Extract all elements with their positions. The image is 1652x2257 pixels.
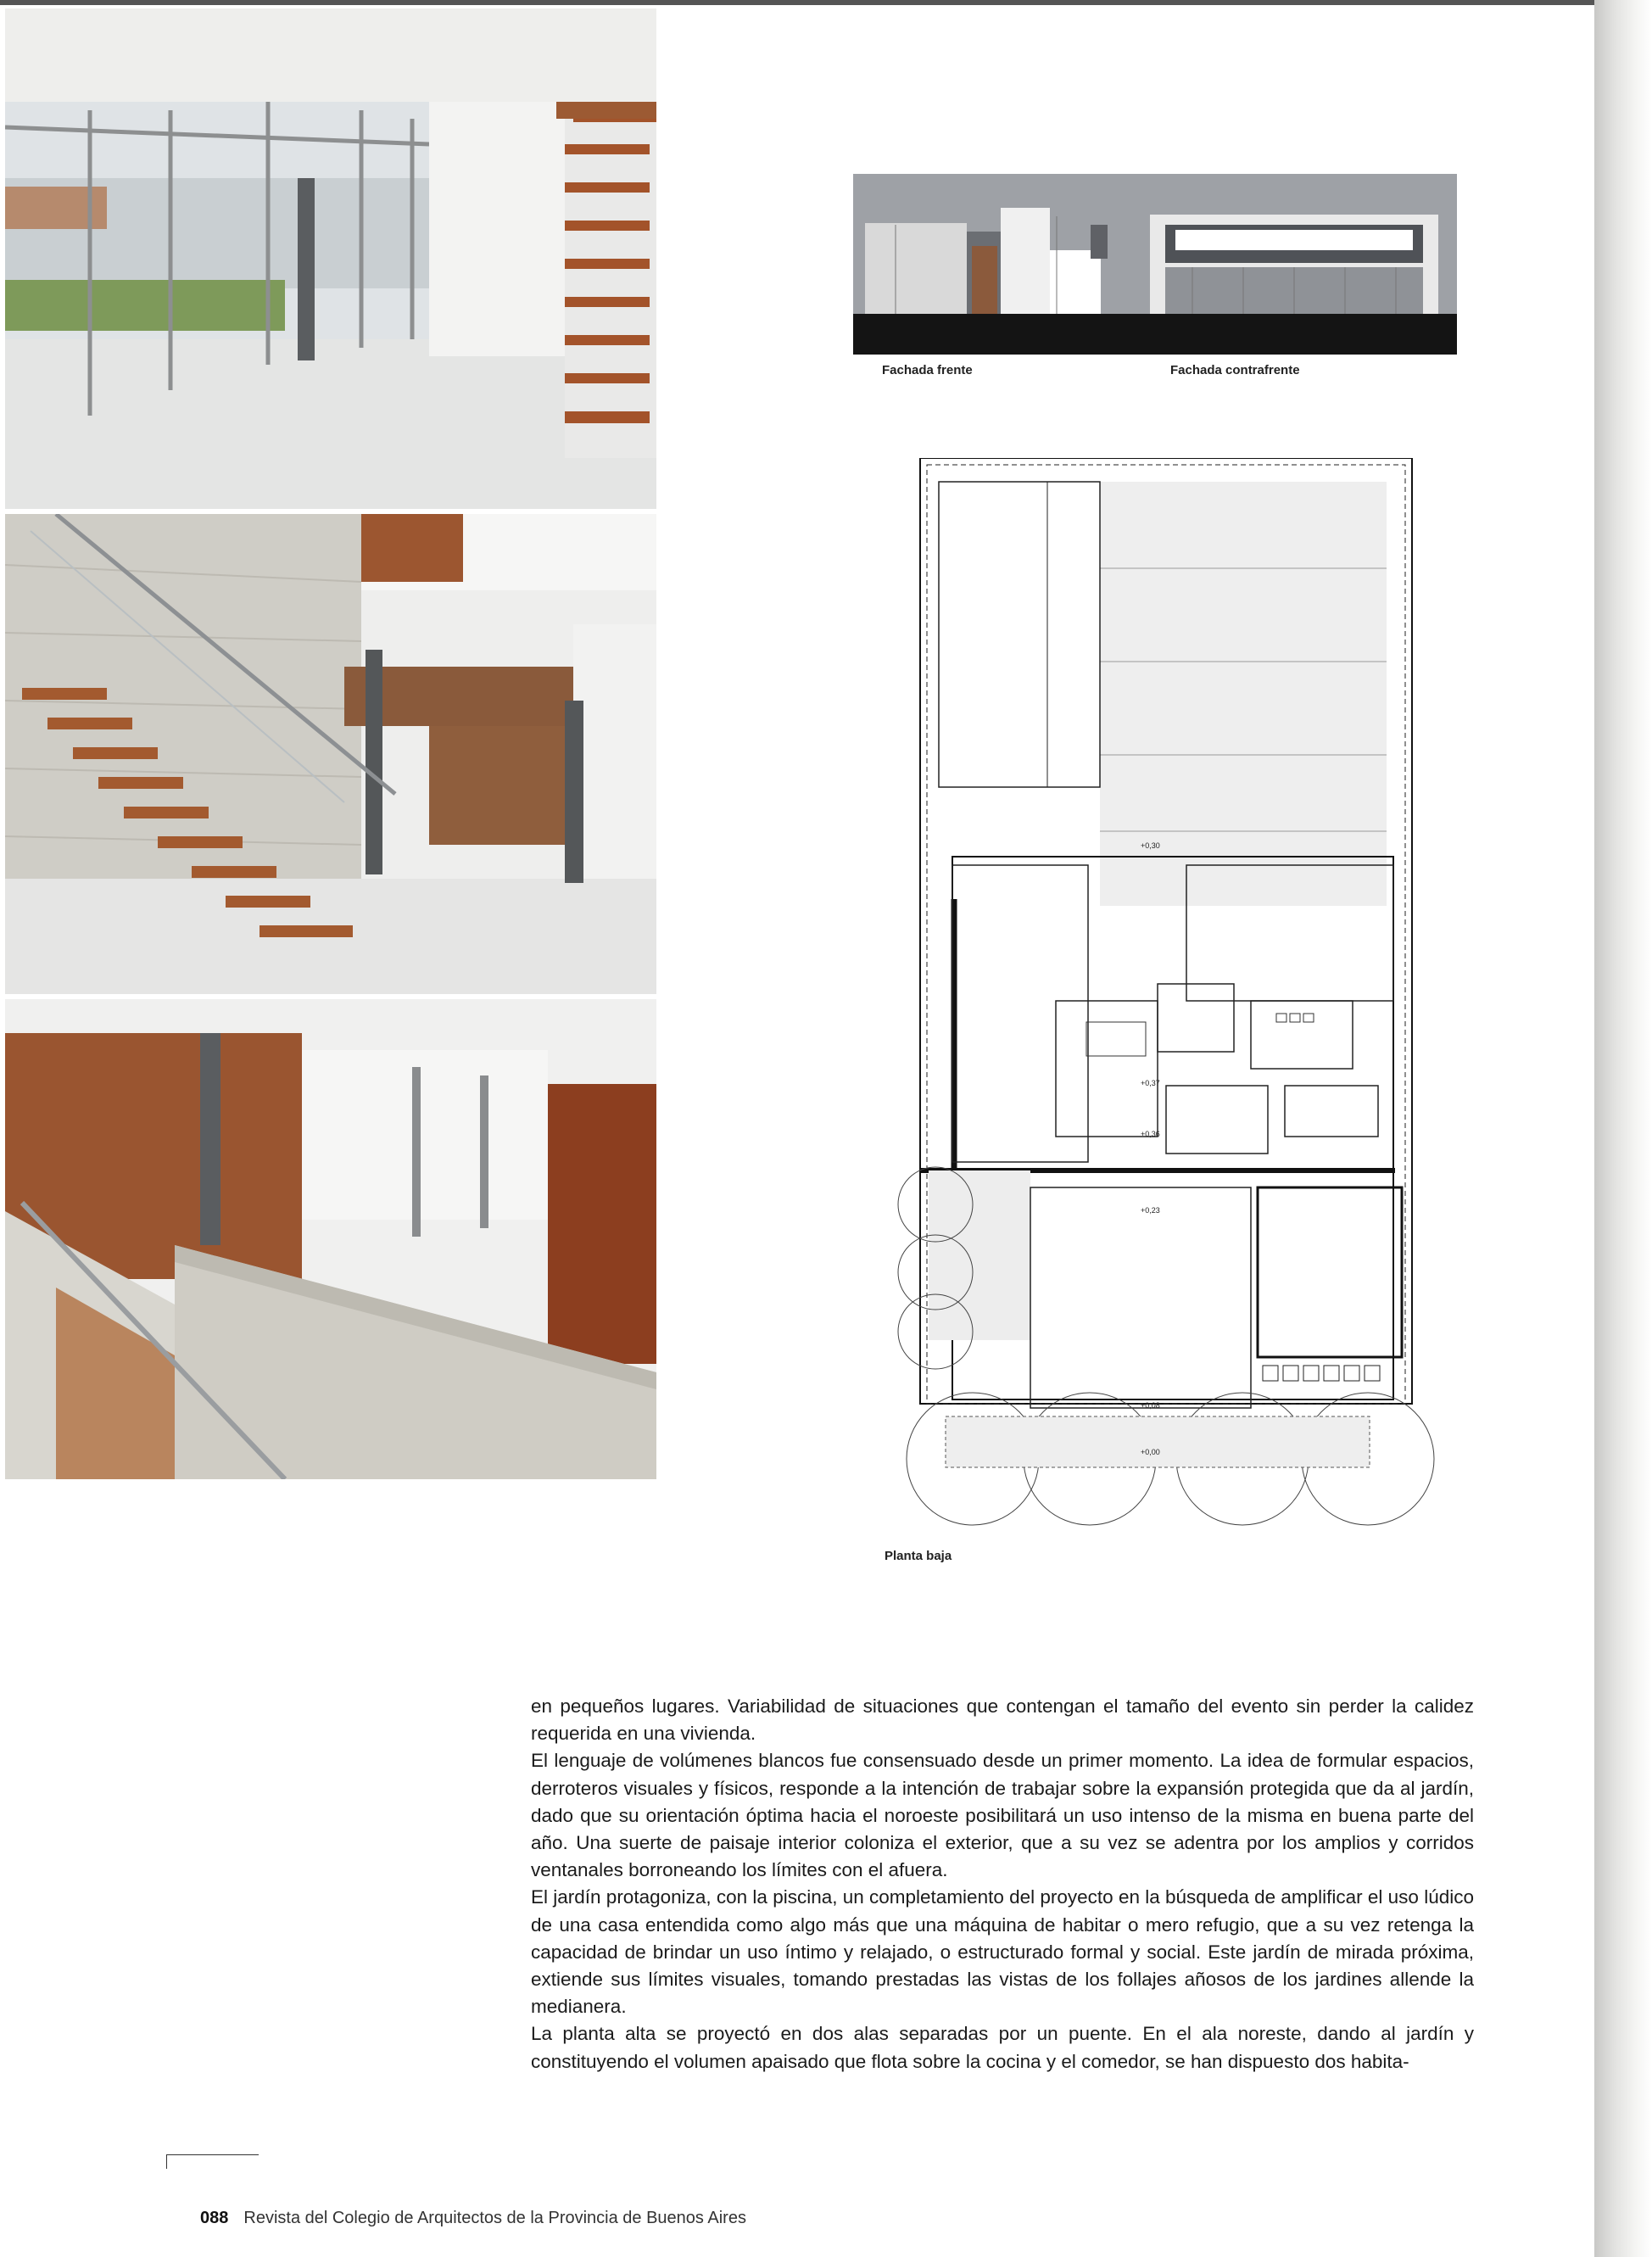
body-paragraph: El lenguaje de volúmenes blancos fue consensuado desde un primer momento. La idea de formular espacios, derroteros visuales y físicos, responde a la intención de trabajar sobre la expansión protegida que da al jardín, dado que su orientación óptima hacia el noroeste posibilitará un uso intenso de la misma en buena parte del año. Una suerte de paisaje interior coloniza el exterior, que a su vez se adentra por los amplios y corridos ventanales borroneando los límites con el afuera.	[531, 1750, 1474, 1881]
elevations-drawing	[853, 174, 1457, 355]
body-paragraph: en pequeños lugares. Variabilidad de situaciones que contengan el tamaño del evento sin perder la calidez requerida en una vivienda.	[531, 1696, 1474, 1745]
photo-upper-bridge	[5, 999, 656, 1479]
caption-front-elevation: Fachada frente	[882, 363, 973, 377]
plan-level-4: +0,23	[1141, 1206, 1160, 1215]
body-paragraph: La planta alta se proyectó en dos alas separadas por un puente. En el ala noreste, dando al jardín y constituyendo el volumen apaisado que flota sobre la cocina y el comedor, se han dispuesto dos habita-	[531, 2023, 1474, 2072]
top-rule	[0, 0, 1594, 5]
caption-rear-elevation: Fachada contrafrente	[1170, 363, 1300, 377]
body-paragraph: El jardín protagoniza, con la piscina, un completamiento del proyecto en la búsqueda de amplificar el uso lúdico de una casa entendida como algo más que una máquina de habitar o mero refugio, que a su vez retenga la capacidad de brindar un uso íntimo y relajado, o estructurado formal y social. Este jardín de mirada próxima, extiende sus límites visuales, tomando prestadas las vistas de los follajes añosos de los jardines allende la medianera.	[531, 1886, 1474, 2018]
ground-floor-plan	[886, 458, 1463, 1569]
publication-name: Revista del Colegio de Arquitectos de la Provincia de Buenos Aires	[243, 2209, 746, 2227]
plan-level-1: +0,30	[1141, 841, 1160, 850]
photo-living-room	[5, 8, 656, 509]
plan-level-3: +0,36	[1141, 1130, 1160, 1138]
plan-level-2: +0,37	[1141, 1079, 1160, 1087]
page-number: 088	[200, 2209, 229, 2227]
caption-ground-floor: Planta baja	[885, 1549, 952, 1563]
photo-staircase	[5, 514, 656, 994]
article-body	[531, 1693, 1474, 2075]
plan-level-5: +0,08	[1141, 1401, 1160, 1410]
plan-level-6: +0,00	[1141, 1448, 1160, 1456]
page-footer	[200, 2209, 746, 2228]
page-binding-edge	[1594, 0, 1652, 2257]
footer-corner-mark	[166, 2154, 259, 2169]
